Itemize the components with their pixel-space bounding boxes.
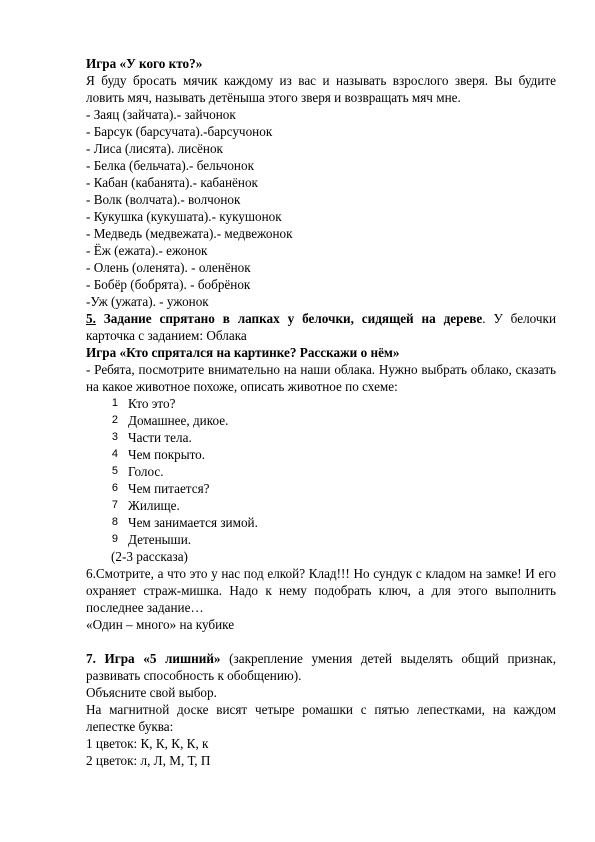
game7-flower1: 1 цветок: К, К, К, К, к — [86, 736, 209, 751]
scheme-item-text: Чем питается? — [128, 481, 210, 496]
game2-scheme-list — [86, 395, 556, 548]
scheme-item — [86, 429, 556, 446]
scheme-item — [86, 395, 556, 412]
scheme-item-number: 3 — [111, 431, 118, 443]
game1-line: - Лиса (лисята). лисёнок — [86, 141, 223, 156]
game1-line: - Заяц (зайчата).- зайчонок — [86, 107, 236, 122]
game2-note: (2-3 рассказа) — [111, 549, 188, 564]
scheme-item — [86, 446, 556, 463]
game7-board: На магнитной доске висят четыре ромашки с пятью лепестками, на каждом лепестке буква: — [86, 702, 556, 734]
task5-rest: . У белочки карточка с заданием: Облака — [86, 311, 557, 343]
task5-title: Задание спрятано в лапках у белочки, сидящей на дереве — [95, 311, 483, 326]
game7-paragraph — [86, 650, 556, 684]
scheme-item-number: 4 — [111, 448, 118, 460]
scheme-item — [86, 531, 556, 548]
task6-subtitle: «Один – много» на кубике — [86, 617, 235, 632]
game2-intro: - Ребята, посмотрите внимательно на наши облака. Нужно выбрать облако, сказать на какое животное похоже, описать животное по схеме: — [86, 362, 556, 394]
scheme-item-number: 1 — [111, 397, 118, 409]
game1-line: -Уж (ужата). - ужонок — [86, 294, 209, 309]
scheme-item — [86, 480, 556, 497]
scheme-item-text: Чем покрыто. — [128, 447, 206, 462]
scheme-item — [86, 497, 556, 514]
game1-intro: Я буду бросать мячик каждому из вас и называть взрослого зверя. Вы будите ловить мяч, называть детёныша этого зверя и возвращать мяч мне. — [86, 73, 556, 105]
scheme-item-text: Кто это? — [128, 396, 176, 411]
game7-explain: Объясните свой выбор. — [86, 685, 217, 700]
paragraph-gap — [86, 633, 556, 650]
scheme-item-text: Части тела. — [128, 430, 192, 445]
scheme-item — [86, 463, 556, 480]
scheme-item-number: 5 — [111, 465, 118, 477]
game1-line: - Ёж (ежата).- ежонок — [86, 243, 208, 258]
game1-line: - Волк (волчата).- волчонок — [86, 192, 241, 207]
scheme-item-number: 6 — [111, 482, 118, 494]
scheme-item-text: Голос. — [128, 464, 164, 479]
scheme-item-text: Жилище. — [128, 498, 180, 513]
scheme-item-text: Чем занимается зимой. — [128, 515, 258, 530]
task6-paragraph: 6.Смотрите, а что это у нас под елкой? Клад!!! Но сундук с кладом на замке! И его охраняет страж-мишка. Надо к нему подобрать ключ, а для этого выполнить последнее задание… — [86, 566, 556, 615]
task5-paragraph — [86, 310, 556, 344]
scheme-item-number: 8 — [111, 516, 118, 528]
game1-line: - Медведь (медвежата).- медвежонок — [86, 226, 293, 241]
game1-line: - Барсук (барсучата).-барсучонок — [86, 124, 273, 139]
game1-line: - Кукушка (кукушата).- кукушонок — [86, 209, 282, 224]
scheme-item-number: 2 — [111, 414, 118, 426]
game7-rest: (закрепление умения детей выделять общий признак, развивать способность к обобщению). — [86, 651, 557, 683]
game7-flower2: 2 цветок: л, Л, М, Т, П — [86, 753, 211, 768]
document-body — [86, 55, 556, 769]
scheme-item-text: Детеныши. — [128, 532, 192, 547]
task5-number: 5. — [86, 311, 96, 326]
scheme-item-number: 9 — [111, 533, 118, 545]
game1-line: - Олень (оленята). - оленёнок — [86, 260, 251, 275]
game1-list — [86, 106, 556, 310]
game1-line: - Белка (бельчата).- бельчонок — [86, 158, 254, 173]
game1-title: Игра «У кого кто?» — [86, 56, 203, 71]
game1-line: - Бобёр (бобрята). - бобрёнок — [86, 277, 251, 292]
scheme-item — [86, 412, 556, 429]
game1-line: - Кабан (кабанята).- кабанёнок — [86, 175, 258, 190]
game2-title: Игра «Кто спрятался на картинке? Расскажи о нём» — [86, 345, 400, 360]
scheme-item — [86, 514, 556, 531]
scheme-item-number: 7 — [111, 499, 118, 511]
game7-title: 7. Игра «5 лишний» — [86, 651, 221, 666]
scheme-item-text: Домашнее, дикое. — [128, 413, 229, 428]
